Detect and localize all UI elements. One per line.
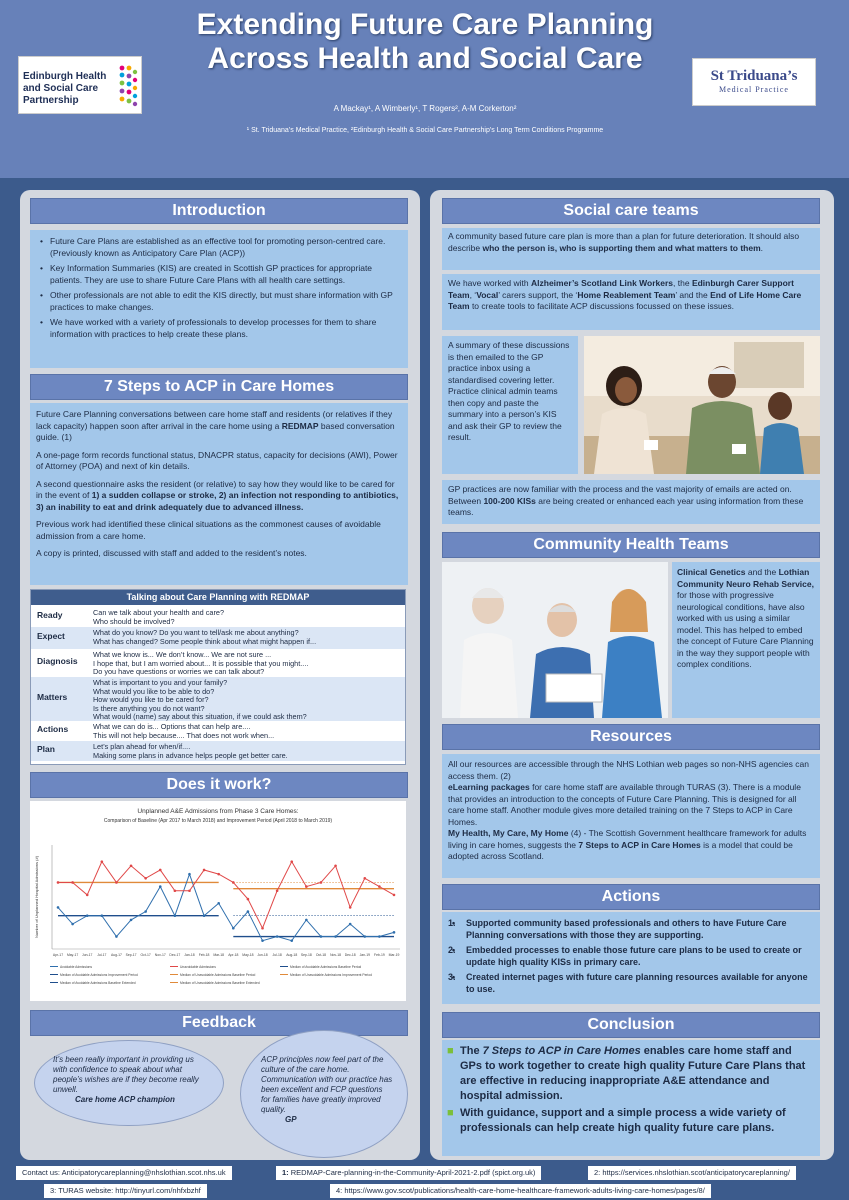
logo-right-name: St Triduana’s xyxy=(710,68,798,84)
legend-entry: Median of Avoidable Admissions Baseline Extended xyxy=(60,981,136,985)
redmap-line: What has changed? Some people think about what might happen if... xyxy=(93,636,317,646)
social-care-panel-2: We have worked with Alzheimer’s Scotland Link Workers, the Edinburgh Carer Support Team, ‘Vocal’ carers support, the ‘Home Reablement Team’ and the End of Life Home Care Team to create tools to facilitate ACP discussions focussed on these issues. xyxy=(442,274,820,330)
data-point xyxy=(57,881,60,884)
x-tick-label: Jul-18 xyxy=(272,953,282,957)
data-point xyxy=(174,914,177,917)
redmap-prompts xyxy=(93,629,399,646)
redmap-line: Can we talk about your health and care? xyxy=(93,608,225,617)
x-tick-label: Sep-17 xyxy=(125,953,137,957)
dots-icon xyxy=(117,63,139,109)
redmap-line: What is important to you and your family? xyxy=(93,678,228,687)
x-tick-label: Sep-18 xyxy=(300,953,312,957)
redmap-line: This will not help because.... That does not work when... xyxy=(93,730,275,740)
title-line-2: Across Health and Social Care xyxy=(207,42,643,75)
data-point xyxy=(232,881,235,884)
redmap-line: How would you like to be cared for? xyxy=(93,695,209,705)
resources-p1: All our resources are accessible through the NHS Lothian web pages so non-NHS agencies can access them. (2) xyxy=(448,759,809,781)
redmap-line: What we know is... We don’t know... We are not sure ... xyxy=(93,650,272,659)
data-point xyxy=(393,931,396,934)
data-point xyxy=(393,894,396,897)
x-tick-label: Aug-18 xyxy=(286,953,298,957)
data-point xyxy=(174,889,177,892)
actions-panel xyxy=(442,912,820,1004)
data-point xyxy=(144,910,147,913)
data-point xyxy=(247,898,250,901)
data-point xyxy=(349,906,352,909)
resources-panel xyxy=(442,754,820,878)
ref-4[interactable]: 4: https://www.gov.scot/publications/health-care-home-healthcare-framework-adults-living-care-homes/pages/8/ xyxy=(330,1184,711,1198)
seven-steps-heading: 7 Steps to ACP in Care Homes xyxy=(30,374,408,400)
steps-p3: A second questionnaire asks the resident (or relative) to say how they would like to be cared for in the event of 1) a sudden collapse or stroke, 2) an infection not responding to antibiotics, 3) an inability to eat and drink adequately due to advanced illness. xyxy=(36,478,399,512)
introduction-panel xyxy=(30,230,408,368)
data-point xyxy=(334,935,337,938)
contact-email[interactable]: Contact us: Anticipatorycareplanning@nhslothian.scot.nhs.uk xyxy=(16,1166,232,1180)
conclusion-point-2: ■ With guidance, support and a simple process a wide variety of professionals can help create high quality future care plans. xyxy=(447,1107,786,1134)
redmap-prompts xyxy=(93,679,399,722)
conclusion-heading: Conclusion xyxy=(442,1012,820,1038)
series-line-unavoidable xyxy=(58,862,394,929)
steps-p5: A copy is printed, discussed with staff and added to the resident’s notes. xyxy=(36,548,307,558)
data-point xyxy=(378,935,381,938)
seven-steps-panel xyxy=(30,403,408,585)
data-point xyxy=(159,869,162,872)
steps-p1: Future Care Planning conversations between care home staff and residents (or relatives if they lack capacity) happen soon after arrival in the care home using a REDMAP based conversation guide. (1) xyxy=(36,409,395,442)
community-heading: Community Health Teams xyxy=(442,532,820,558)
redmap-line: What we can do is... Options that can help are.... xyxy=(93,722,251,731)
redmap-key: Actions xyxy=(37,724,69,734)
redmap-key: Ready xyxy=(37,610,63,620)
feedback-author-2: GP xyxy=(285,1115,297,1124)
ref-3[interactable]: 3: TURAS website: http://tinyurl.com/nhfxbzhf xyxy=(44,1184,207,1198)
data-point xyxy=(349,923,352,926)
x-tick-label: May-17 xyxy=(66,953,79,957)
conclusion-panel xyxy=(442,1040,820,1156)
redmap-row xyxy=(31,741,405,761)
x-tick-label: Jun-17 xyxy=(82,953,93,957)
action-item: • 2. Embedded processes to enable those future care plans to be used to create or update high quality KISs in primary care. xyxy=(448,945,814,968)
intro-bullet: • We have worked with a variety of professionals to develop processes for them to share information with practices to help create these plans. xyxy=(36,317,402,340)
redmap-line: What would (name) say about this situation, if we could ask them? xyxy=(93,712,307,722)
action-item: • 3. Created internet pages with future care planning resources available for anyone to use. xyxy=(448,972,814,995)
data-point xyxy=(86,894,89,897)
redmap-line: Do you have questions or worries we can talk about? xyxy=(93,667,265,677)
actions-heading: Actions xyxy=(442,884,820,910)
chart-subtitle: Comparison of Baseline (Apr 2017 to March 2018) and Improvement Period (April 2018 to March 2019) xyxy=(103,818,333,824)
resources-heading: Resources xyxy=(442,724,820,750)
data-point xyxy=(290,939,293,942)
care-illustration xyxy=(442,562,668,718)
social-care-panel-4: GP practices are now familiar with the process and the vast majority of emails are acted on. Between 100-200 KISs are being created or enhanced each year using information from these teams. xyxy=(442,480,820,524)
redmap-prompts xyxy=(93,651,399,677)
redmap-line: I hope that, but I am worried about... It is possible that you might.... xyxy=(93,658,309,668)
redmap-key: Diagnosis xyxy=(37,656,78,666)
x-tick-label: Dec-17 xyxy=(169,953,181,957)
action-item: • 1. Supported community based professionals and others to have Future Care Planning conversations with those they are supporting. xyxy=(448,918,814,941)
data-point xyxy=(130,865,133,868)
check-bullet-icon: ■ xyxy=(447,1107,454,1119)
resources-p2: eLearning packages for care home staff are available through TURAS (3). There is a module that provides an introduction to the concepts of Future Care Planning. This is designed for all care home staff. Another module gives more detailed training on the 7 Steps to ACP in Care Homes. xyxy=(448,782,801,827)
ehscp-logo xyxy=(18,56,142,114)
redmap-row xyxy=(31,677,405,721)
redmap-row xyxy=(31,649,405,677)
check-bullet-icon: ■ xyxy=(447,1045,454,1057)
feedback-heading: Feedback xyxy=(30,1010,408,1036)
community-panel: Clinical Genetics and the Lothian Community Neuro Rehab Service, for those with progressive neurological conditions, have also worked with us using a similar model. This has helped to embed the concept of Future Care Planning in the way they support people with complex conditions. xyxy=(672,562,820,718)
resources-p3: My Health, My Care, My Home (4) - The Scottish Government healthcare framework for adults living in care homes, suggests the 7 Steps to ACP in Care Homes is a model that could be adopted across Scotland. xyxy=(448,828,807,861)
data-point xyxy=(363,935,366,938)
data-point xyxy=(86,914,89,917)
social-care-heading: Social care teams xyxy=(442,198,820,224)
redmap-prompts xyxy=(93,723,399,740)
intro-bullet: • Future Care Plans are established as an effective tool for promoting person-centred care. (Previously known as Anticipatory Care Plan (ACP)) xyxy=(36,236,402,259)
legend-entry: Median of Avoidable Admissions Baseline Period xyxy=(290,965,362,969)
data-point xyxy=(334,865,337,868)
data-point xyxy=(232,927,235,930)
ref-2[interactable]: 2: https://services.nhslothian.scot/anticipatorycareplanning/ xyxy=(588,1166,796,1180)
x-tick-label: Apr-17 xyxy=(52,953,64,957)
introduction-heading: Introduction xyxy=(30,198,408,224)
intro-bullet: • Key Information Summaries (KIS) are created in Scottish GP practices for appropriate patients. They are use to share Future Care Plans with all health care settings. xyxy=(36,263,402,286)
redmap-key: Matters xyxy=(37,692,68,702)
redmap-key: Plan xyxy=(37,744,55,754)
chart-svg xyxy=(30,801,406,1001)
x-tick-label: Mar-19 xyxy=(388,953,400,957)
redmap-line: Let’s plan ahead for when/if.... xyxy=(93,742,191,751)
x-tick-label: Feb-19 xyxy=(374,953,385,957)
family-illustration xyxy=(584,336,820,474)
data-point xyxy=(115,881,118,884)
x-tick-label: May-18 xyxy=(242,953,254,957)
x-tick-label: Aug-17 xyxy=(110,953,122,957)
social-care-panel-3: A summary of these discussions is then emailed to the GP practice inbox using a standardised covering letter. Practice clinical admin teams then copy and paste the summary into a person’s KIS and ask their GP to review the result. xyxy=(442,336,578,474)
redmap-prompts xyxy=(93,609,399,626)
data-point xyxy=(247,910,250,913)
x-tick-label: Feb-18 xyxy=(198,953,210,957)
data-point xyxy=(290,860,293,863)
ehscp-logo-text: Edinburgh Health and Social Care Partnership xyxy=(23,71,107,106)
y-axis-label: Number of Unplanned Hospital Admissions (#) xyxy=(34,855,39,939)
x-tick-label: Mar-18 xyxy=(213,953,225,957)
redmap-line: Who should be involved? xyxy=(93,616,175,626)
data-point xyxy=(276,889,279,892)
data-point xyxy=(217,902,220,905)
redmap-line: What do you know? Do you want to tell/ask me about anything? xyxy=(93,628,299,637)
conclusion-point-1: ■ The 7 Steps to ACP in Care Homes enables care home staff and GPs to work together to create high quality Future Care Plans that are effective in reducing inappropriate A&E attendance and hospital admission. xyxy=(447,1045,806,1102)
admissions-chart xyxy=(30,801,406,1001)
legend-entry: Median of Avoidable Admissions Improvement Period xyxy=(60,973,138,977)
x-tick-label: Jun-18 xyxy=(257,953,268,957)
x-tick-label: Jan-18 xyxy=(184,953,195,957)
data-point xyxy=(261,927,264,930)
feedback-bubble-2 xyxy=(240,1030,408,1158)
steps-p2: A one-page form records functional status, DNACPR status, capacity for decisions (AWI), Power of Attorney (POA) and next of kin details. xyxy=(36,449,398,471)
title-line-1: Extending Future Care Planning xyxy=(196,8,654,41)
poster-title xyxy=(150,8,700,76)
authors: A Mackay¹, A Wimberly¹, T Rogers², A-M Corkerton² xyxy=(333,104,517,113)
data-point xyxy=(144,877,147,880)
legend-entry: Median of Unavoidable Admissions Baseline Period xyxy=(180,973,256,977)
legend-entry: Unavoidable Admissions xyxy=(180,965,216,969)
redmap-key: Expect xyxy=(37,631,65,641)
data-point xyxy=(276,935,279,938)
data-point xyxy=(71,923,74,926)
intro-bullet: • Other professionals are not able to edit the KIS directly, but must share information with GP practices to make changes. xyxy=(36,290,402,313)
data-point xyxy=(363,877,366,880)
data-point xyxy=(305,885,308,888)
x-tick-label: Jul-17 xyxy=(97,953,107,957)
data-point xyxy=(57,906,60,909)
x-tick-label: Oct-18 xyxy=(315,953,327,957)
data-point xyxy=(320,935,323,938)
redmap-row xyxy=(31,627,405,649)
data-point xyxy=(101,860,104,863)
care-team-photo xyxy=(442,562,668,718)
data-point xyxy=(261,939,264,942)
redmap-line: Making some plans in advance helps people get better care. xyxy=(93,750,288,760)
legend-entry: Median of Unavoidable Admissions Improvement Period xyxy=(290,973,372,977)
legend-entry: Avoidable Admissions xyxy=(60,965,93,969)
data-point xyxy=(203,869,206,872)
does-it-work-heading: Does it work? xyxy=(30,772,408,798)
data-point xyxy=(130,919,133,922)
data-point xyxy=(71,881,74,884)
redmap-title: Talking about Care Planning with REDMAP xyxy=(31,590,405,605)
data-point xyxy=(378,885,381,888)
social-care-panel-1: A community based future care plan is more than a plan for future deterioration. It should also describe who the person is, who is supporting them and what matters to them. xyxy=(442,228,820,270)
feedback-quote-1: It’s been really important in providing us with confidence to speak about what people’s wishes are if they become really unwell. xyxy=(53,1055,199,1094)
feedback-quote-2: ACP principles now feel part of the culture of the care home. Communication with our practice has been excellent and FCP questions for families have greatly improved quality. xyxy=(261,1055,393,1114)
redmap-line: Is there anything you do not want? xyxy=(93,703,205,713)
redmap-row xyxy=(31,721,405,741)
feedback-author-1: Care home ACP champion xyxy=(75,1095,175,1104)
x-tick-label: Nov-18 xyxy=(330,953,342,957)
family-photo xyxy=(584,336,820,474)
chart-title: Unplanned A&E Admissions from Phase 3 Care Homes: xyxy=(137,808,299,815)
data-point xyxy=(159,885,162,888)
steps-p4: Previous work had identified these clinical situations as the commonest causes of avoidable admission from a care home. xyxy=(36,519,381,541)
x-tick-label: Jan-19 xyxy=(359,953,370,957)
redmap-prompts xyxy=(93,743,399,760)
data-point xyxy=(203,914,206,917)
data-point xyxy=(188,889,191,892)
redmap-line: What would you like to be able to do? xyxy=(93,686,215,696)
data-point xyxy=(101,914,104,917)
x-tick-label: Dec-18 xyxy=(344,953,356,957)
data-point xyxy=(305,919,308,922)
x-tick-label: Nov-17 xyxy=(154,953,166,957)
data-point xyxy=(217,873,220,876)
affiliations: ¹ St. Triduana’s Medical Practice, ²Edinburgh Health & Social Care Partnership’s Long Term Conditions Programme xyxy=(246,127,604,134)
x-tick-label: Oct-17 xyxy=(140,953,151,957)
header xyxy=(0,0,849,178)
legend-entry: Median of Unavoidable Admissions Baseline Extended xyxy=(180,981,260,985)
feedback-bubble-1 xyxy=(34,1040,224,1126)
logo-right-sub: Medical Practice xyxy=(719,85,789,94)
series-line-avoidable xyxy=(58,874,394,941)
data-point xyxy=(188,873,191,876)
ref-1[interactable]: 1: REDMAP-Care-planning-in-the-Community-April-2021-2.pdf (spict.org.uk) xyxy=(276,1166,541,1180)
redmap-row xyxy=(31,607,405,627)
x-tick-label: Apr-18 xyxy=(228,953,239,957)
data-point xyxy=(115,935,118,938)
redmap-table xyxy=(30,589,406,765)
st-triduanas-logo xyxy=(692,58,816,106)
data-point xyxy=(320,881,323,884)
